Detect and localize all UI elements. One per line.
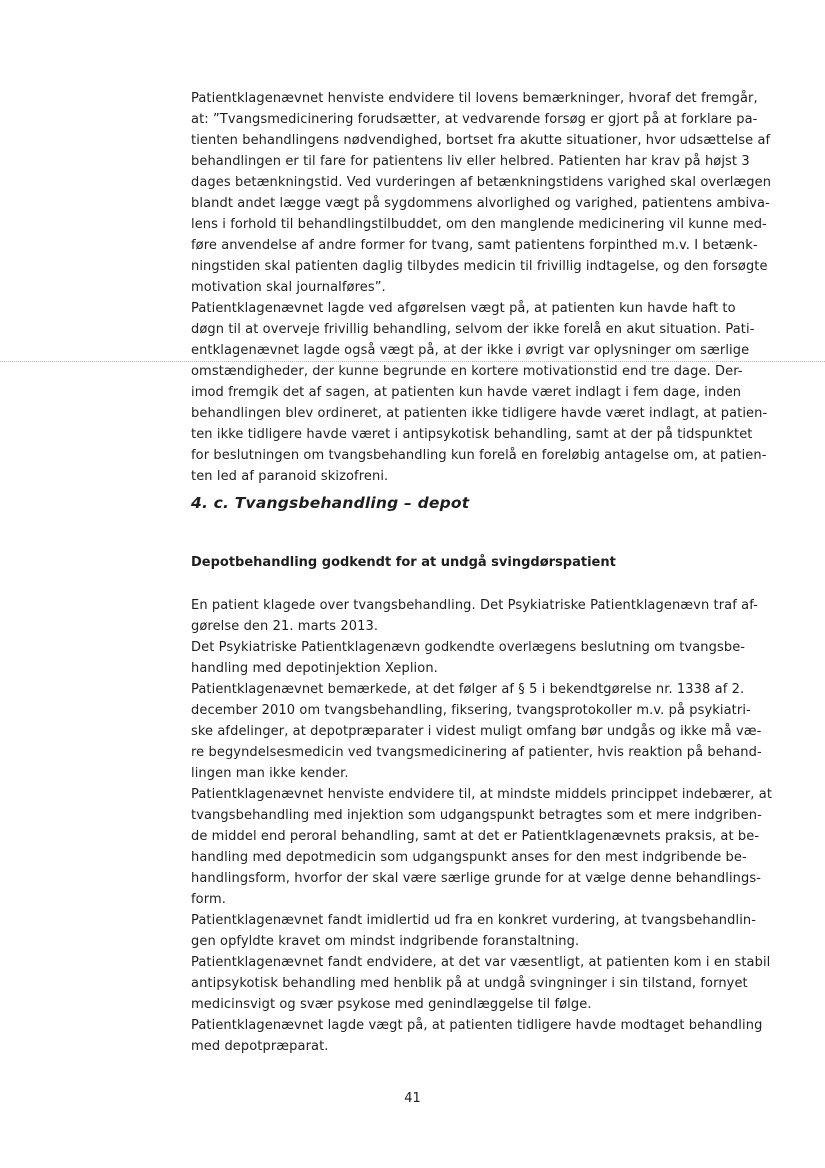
- text-line: Patientklagenævnet henviste endvidere til, at mindste middels princippet indebærer, at: [191, 787, 773, 802]
- text-line: Patientklagenævnet bemærkede, at det følger af § 5 i bekendtgørelse nr. 1338 af 2.: [191, 682, 745, 697]
- text-line: med depotpræparat.: [191, 1039, 329, 1054]
- case-subheading: Depotbehandling godkendt for at undgå svingdørspatient: [191, 555, 616, 570]
- text-line: gørelse den 21. marts 2013.: [191, 619, 379, 634]
- text-line: En patient klagede over tvangsbehandling. Det Psykiatriske Patientklagenævn traf af-: [191, 598, 758, 613]
- text-line: tvangsbehandling med injektion som udgangspunkt betragtes som et mere indgriben-: [191, 808, 762, 823]
- text-line: handling med depotinjektion Xeplion.: [191, 661, 438, 676]
- text-line: døgn til at overveje frivillig behandling, selvom der ikke forelå en akut situation. Pati-: [191, 322, 755, 337]
- text-line: Patientklagenævnet fandt imidlertid ud fra en konkret vurdering, at tvangsbehandlin-: [191, 913, 757, 928]
- text-line: føre anvendelse af andre former for tvang, samt patientens forpinthed m.v. I betænk-: [191, 238, 758, 253]
- text-line: Patientklagenævnet henviste endvidere til lovens bemærkninger, hvoraf det fremgår,: [191, 91, 758, 106]
- text-line: entklagenævnet lagde også vægt på, at der ikke i øvrigt var oplysninger om særlige: [191, 343, 750, 358]
- text-line: Det Psykiatriske Patientklagenævn godkendte overlægens beslutning om tvangsbe-: [191, 640, 746, 655]
- text-line: behandlingen blev ordineret, at patienten ikke tidligere havde været indlagt, at patien-: [191, 406, 768, 421]
- text-line: december 2010 om tvangsbehandling, fiksering, tvangsprotokoller m.v. på psykiatri-: [191, 703, 751, 718]
- text-line: imod fremgik det af sagen, at patienten kun havde været indlagt i fem dage, inden: [191, 385, 742, 400]
- text-line: Patientklagenævnet lagde ved afgørelsen vægt på, at patienten kun havde haft to: [191, 301, 736, 316]
- text-line: ten ikke tidligere havde været i antipsykotisk behandling, samt at der på tidspunktet: [191, 427, 753, 442]
- text-line: motivation skal journalføres”.: [191, 280, 386, 295]
- text-line: ten led af paranoid skizofreni.: [191, 469, 389, 484]
- text-line: form.: [191, 892, 226, 907]
- page-number: 41: [404, 1091, 421, 1106]
- text-line: blandt andet lægge vægt på sygdommens alvorlighed og varighed, patientens ambiva-: [191, 196, 770, 211]
- text-line: antipsykotisk behandling med henblik på at undgå svingninger i sin tilstand, fornyet: [191, 976, 748, 991]
- text-line: omstændigheder, der kunne begrunde en kortere motivationstid end tre dage. Der-: [191, 364, 743, 379]
- text-line: ningstiden skal patienten daglig tilbydes medicin til frivillig indtagelse, og den forsøgte: [191, 259, 768, 274]
- text-line: for beslutningen om tvangsbehandling kun forelå en foreløbig antagelse om, at patien-: [191, 448, 767, 463]
- section-heading: 4. c. Tvangsbehandling – depot: [191, 494, 470, 512]
- text-line: Patientklagenævnet fandt endvidere, at det var væsentligt, at patienten kom i en stabil: [191, 955, 771, 970]
- text-line: tienten behandlingens nødvendighed, bortset fra akutte situationer, hvor udsættelse af: [191, 133, 771, 148]
- text-line: handlingsform, hvorfor der skal være særlige grunde for at vælge denne behandlings-: [191, 871, 762, 886]
- text-line: de middel end peroral behandling, samt at det er Patientklagenævnets praksis, at be-: [191, 829, 760, 844]
- text-line: re begyndelsesmedicin ved tvangsmedicinering af patienter, hvis reaktion på behand-: [191, 745, 762, 760]
- text-line: ske afdelinger, at depotpræparater i videst muligt omfang bør undgås og ikke må væ-: [191, 724, 762, 739]
- text-line: at: ”Tvangsmedicinering forudsætter, at vedvarende forsøg er gjort på at forklare pa-: [191, 112, 758, 127]
- text-line: medicinsvigt og svær psykose med genindlæggelse til følge.: [191, 997, 592, 1012]
- text-line: dages betænkningstid. Ved vurderingen af betænkningstidens varighed skal overlægen: [191, 175, 772, 190]
- text-line: handling med depotmedicin som udgangspunkt anses for den mest indgribende be-: [191, 850, 747, 865]
- text-line: gen opfyldte kravet om mindst indgribende foranstaltning.: [191, 934, 580, 949]
- text-line: Patientklagenævnet lagde vægt på, at patienten tidligere havde modtaget behandling: [191, 1018, 763, 1033]
- text-line: lingen man ikke kender.: [191, 766, 349, 781]
- text-line: behandlingen er til fare for patientens liv eller helbred. Patienten har krav på højst 3: [191, 154, 750, 169]
- text-line: lens i forhold til behandlingstilbuddet, om den manglende medicinering vil kunne med-: [191, 217, 767, 232]
